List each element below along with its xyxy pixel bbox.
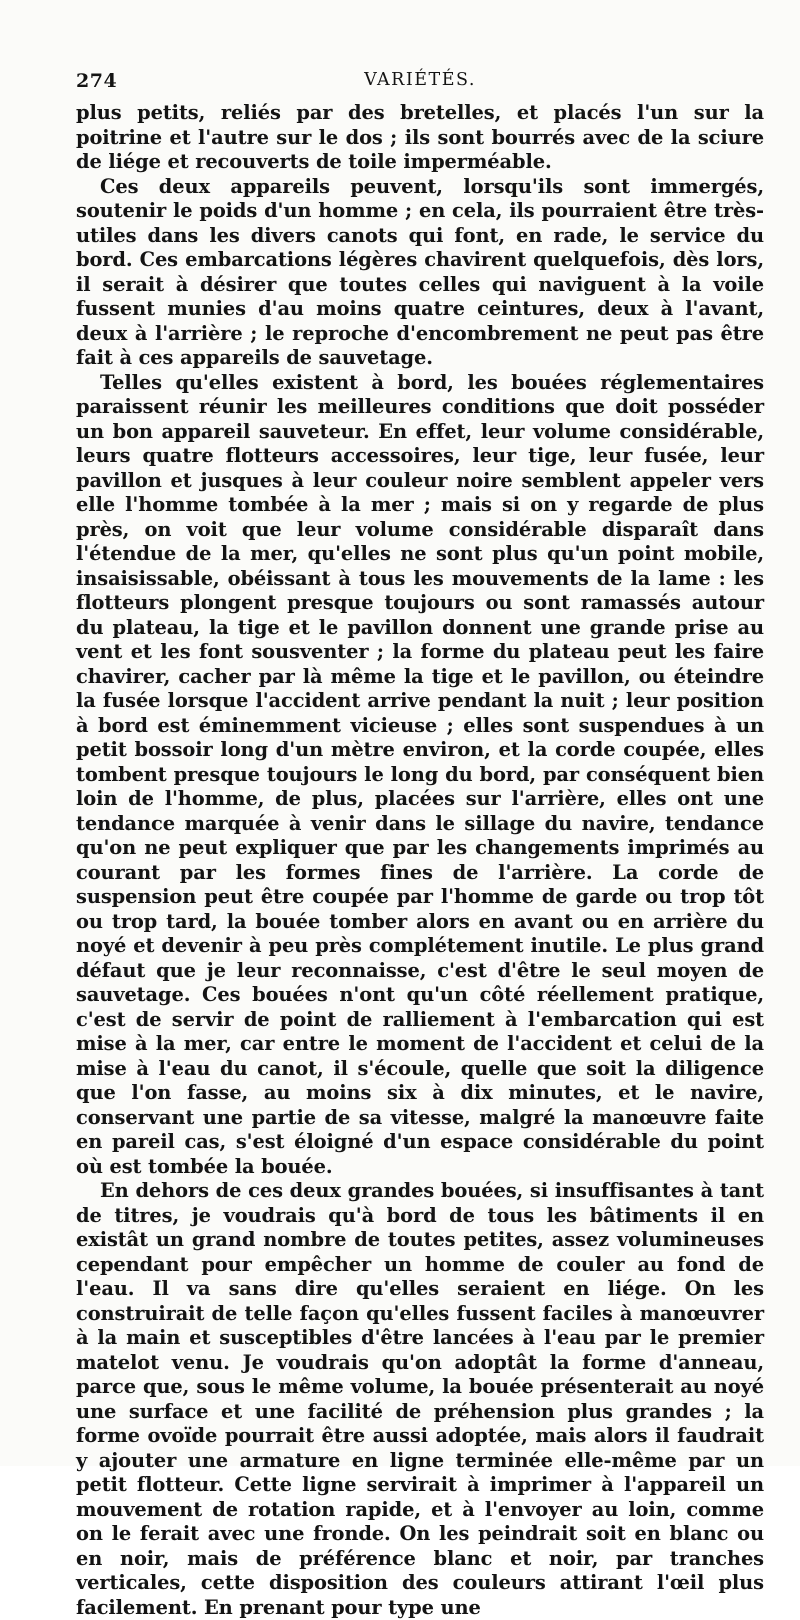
- page-header: [76, 70, 764, 96]
- running-title: VARIÉTÉS.: [364, 70, 476, 90]
- paragraph-petites-bouees: En dehors de ces deux grandes bouées, si insuffisantes à tant de titres, je voudrais qu'à bord de tous les bâtiments il en existât un grand nombre de toutes petites, assez volumineuses cependant pour empêcher un homme de couler au fond de l'eau. Il va sans dire qu'elles seraient en liége. On les construirait de telle façon qu'elles fussent faciles à manœuvrer à la main et susceptibles d'être lancées à l'eau par le premier matelot venu. Je voudrais qu'on adoptât la forme d'anneau, parce que, sous le même volume, la bouée présenterait au noyé une surface et une facilité de préhension plus grandes ; la forme ovoïde pourrait être aussi adoptée, mais alors il faudrait y ajouter une armature en ligne terminée elle-même par un petit flotteur. Cette ligne servirait à imprimer à l'appareil un mouvement de rotation rapide, et à l'envoyer au loin, comme on le ferait avec une fronde. On les peindrait soit en blanc ou en noir, mais de préférence blanc et noir, par tranches verticales, cette disposition des couleurs attirant l'œil plus facilement. En prenant pour type une: [76, 1179, 764, 1619]
- paragraph-bouees-reglementaires: Telles qu'elles existent à bord, les bouées réglementaires paraissent réunir les meilleures conditions que doit posséder un bon appareil sauveteur. En effet, leur volume considérable, leurs quatre flotteurs accessoires, leur tige, leur fusée, leur pavillon et jusques à leur couleur noire semblent appeler vers elle l'homme tombée à la mer ; mais si on y regarde de plus près, on voit que leur volume considérable disparaît dans l'étendue de la mer, qu'elles ne sont plus qu'un point mobile, insaisissable, obéissant à tous les mouvements de la lame : les flotteurs plongent presque toujours ou sont ramassés autour du plateau, la tige et le pavillon donnent une grande prise au vent et les font sousventer ; la forme du plateau peut les faire chavirer, cacher par là même la tige et le pavillon, ou éteindre la fusée lorsque l'accident arrive pendant la nuit ; leur position à bord est éminemment vicieuse ; elles sont suspendues à un petit bossoir long d'un mètre environ, et la corde coupée, elles tombent presque toujours le long du bord, par conséquent bien loin de l'homme, de plus, placées sur l'arrière, elles ont une tendance marquée à venir dans le sillage du navire, tendance qu'on ne peut expliquer que par les changements imprimés au courant par les formes fines de l'arrière. La corde de suspension peut être coupée par l'homme de garde ou trop tôt ou trop tard, la bouée tomber alors en avant ou en arrière du noyé et devenir à peu près complétement inutile. Le plus grand défaut que je leur reconnaisse, c'est d'être le seul moyen de sauvetage. Ces bouées n'ont qu'un côté réellement pratique, c'est de servir de point de ralliement à l'embarcation qui est mise à la mer, car entre le moment de l'accident et celui de la mise à l'eau du canot, il s'écoule, quelle que soit la diligence que l'on fasse, au moins six à dix minutes, et le navire, conservant une partie de sa vitesse, malgré la manœuvre faite en pareil cas, s'est éloigné d'un espace considérable du point où est tombée la bouée.: [76, 370, 764, 1178]
- paragraph-continuation: plus petits, reliés par des bretelles, et placés l'un sur la poitrine et l'autre sur le dos ; ils sont bourrés avec de la sciure de liége et recouverts de toile imperméable.: [76, 101, 764, 173]
- paragraph-appareils: Ces deux appareils peuvent, lorsqu'ils sont immergés, soutenir le poids d'un homme ; en cela, ils pourraient être très-utiles dans les divers canots qui font, en rade, le service du bord. Ces embarcations légères chavirent quelquefois, dès lors, il serait à désirer que toutes celles qui naviguent à la voile fussent munies d'au moins quatre ceintures, deux à l'avant, deux à l'arrière ; le reproche d'encombrement ne peut pas être fait à ces appareils de sauvetage.: [76, 174, 764, 369]
- body-text: [76, 101, 764, 1620]
- page-number: 274: [76, 70, 118, 92]
